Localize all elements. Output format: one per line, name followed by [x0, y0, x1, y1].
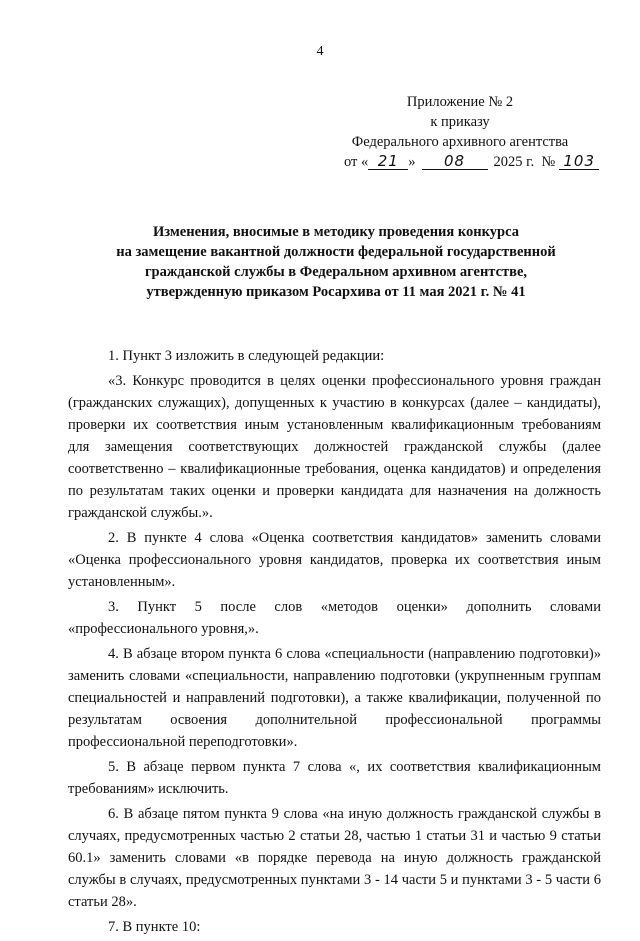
paragraph-1: 1. Пункт 3 изложить в следующей редакции: — [108, 348, 385, 364]
order-number-sign: № — [541, 154, 556, 170]
paragraph-4: 3. Пункт 5 после слов «методов оценки» дополнить словами «профессионального уровня,». — [68, 599, 601, 637]
paragraph-8: 7. В пункте 10: — [108, 919, 201, 935]
order-date-mid: » — [408, 154, 416, 170]
document-body — [68, 345, 601, 941]
paragraph-7: 6. В абзаце пятом пункта 9 слова «на иную должность гражданской службы в случаях, предусмотренных частью 2 статьи 28, частью 1 статьи 31 и частью 9 статьи 60.1» заменить словами «в порядке перевода на иную должность гражданской службы в случаях, предусмотренных пунктами 3 - 14 части 5 и пунктами 3 - 5 части 6 статьи 28». — [68, 806, 601, 910]
appendix-agency: Федерального архивного агентства — [351, 134, 569, 150]
page-number: 4 — [316, 44, 324, 59]
title-line-3: гражданской службы в Федеральном архивном агентстве, — [144, 264, 528, 280]
paragraph-2: «3. Конкурс проводится в целях оценки профессионального уровня граждан (гражданских служащих), допущенных к участию в конкурсах (далее – кандидаты), проверки их соответствия иным установленным квалификационным требованиям для замещения соответствующих должностей гражданской службы (далее соответственно – квалификационные требования, оценка кандидатов) и определения по результатам таких оценки и проверки кандидата для назначения на должность гражданской службы.». — [68, 373, 601, 521]
appendix-order-date — [344, 152, 595, 172]
title-line-2: на замещение вакантной должности федеральной государственной — [116, 244, 556, 260]
appendix-to-order: к приказу — [430, 114, 490, 130]
appendix-header — [330, 92, 595, 172]
order-date-prefix: от « — [344, 154, 369, 170]
appendix-title: Приложение № 2 — [406, 94, 514, 110]
paragraph-6: 5. В абзаце первом пункта 7 слова «, их соответствия квалификационным требованиям» исключить. — [68, 759, 601, 797]
order-year: 2025 г. — [493, 154, 535, 170]
title-line-1: Изменения, вносимые в методику проведения конкурса — [153, 224, 519, 240]
order-month: 08 — [422, 153, 488, 170]
document-title — [66, 222, 606, 302]
order-number: 103 — [559, 153, 599, 170]
order-day: 21 — [368, 153, 408, 170]
paragraph-3: 2. В пункте 4 слова «Оценка соответствия кандидатов» заменить словами «Оценка профессионального уровня кандидатов, проверка их соответствия иным установленным». — [68, 530, 601, 590]
paragraph-5: 4. В абзаце втором пункта 6 слова «специальности (направлению подготовки)» заменить словами «специальности, направлению подготовки (укрупненным группам специальностей и направлений подготовки), а также квалификации, полученной по результатам освоения дополнительной профессиональной программы профессиональной переподготовки». — [68, 646, 601, 750]
title-line-4: утвержденную приказом Росархива от 11 мая 2021 г. № 41 — [146, 284, 526, 300]
